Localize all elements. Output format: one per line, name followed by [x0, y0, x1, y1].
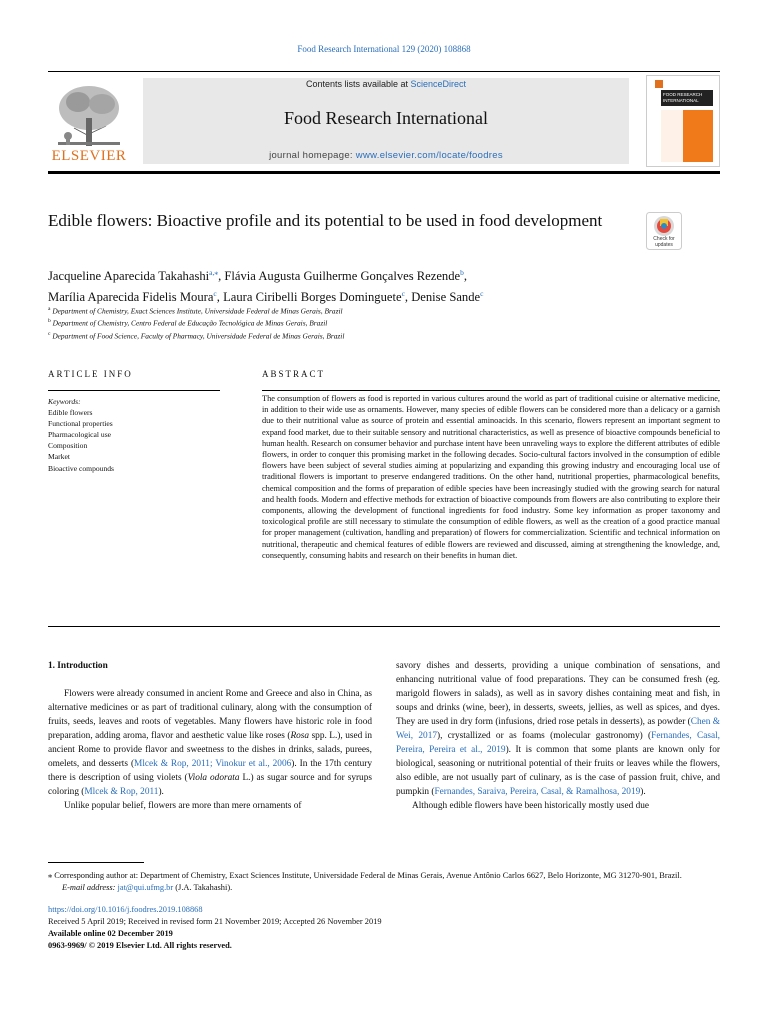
article-title: Edible flowers: Bioactive profile and its potential to be used in food development: [48, 211, 603, 230]
citation-link[interactable]: Fernandes, Casal, Pereira, Pereira et al., 2019: [396, 731, 720, 755]
text-run: spp. L.), used in ancient Rome to provide flavor and sweetness to the dishes in drinks, salads, purees, omelets, and desserts (: [48, 731, 373, 769]
homepage-link[interactable]: www.elsevier.com/locate/foodres: [355, 150, 503, 161]
affiliation-line: [48, 329, 688, 341]
author-name[interactable]: Denise Sande: [411, 290, 481, 305]
author-name[interactable]: Marília Aparecida Fidelis Moura: [48, 290, 214, 305]
citation-link[interactable]: Fernandes, Saraiva, Pereira, Casal, & Ramalhosa, 2019: [434, 787, 641, 797]
keyword-item: Composition: [48, 441, 88, 451]
abstract-text: The consumption of flowers as food is reported in various cultures around the world as part of traditional cuisine or alternative medicine, in addition to their wide use as ornaments. However, many species of edible flowers can be considered more than a delicacy or a garnish due to their nutritional value as source of protein and essential aminoacids. In this scenario, flowers represent an important segment to expand food market, due to their suitable sensory and nutritional characteristics, as well as presence of bioactive compounds beneficial to human health. Research on consumer behavior and purchase intent have been unraveling ways to explore the different attributes of edible flowers, in order to conquer this promising market in the following decades. Socio-cultural factors involved in the consumption of edible flowers have been subject of several studies aiming at popularizing and expanding this growing industry and encouraging local use of traditional flowers is important to preserve endangered traditions. On the other hand, nutritional properties, pharmacological benefits, chemical composition and the forms of preparation of edible species have been increasingly studied with the growing search for natural and health foods. Modern and effective methods for extraction of bioactive compounds from flowers are also contributing to explore their components, allowing the development of functional ingredients for food industry. Some key information as proper taxonomy and toxicological profile are still necessary to stimulate the consumption of edible flowers, as well as the creation of a good practice manual for proper management (cultivation, handling and preparation) of flowers for commercialization. Scientific and technical information on nutritional, therapeutic and chemical features of edible flowers are reviewed and discussed, aiming at strengthening the knowledge, and, consequently, consuming habits and research on their benefits in human diet.: [262, 394, 720, 560]
text-run: L.) as sugar source and for syrups coloring (: [48, 773, 372, 797]
email-link[interactable]: jat@qui.ufmg.br: [117, 883, 174, 892]
affiliation-mark: b: [48, 318, 51, 325]
affiliation-line: [48, 316, 688, 328]
author-name[interactable]: Jacqueline Aparecida Takahashi: [48, 269, 210, 284]
contents-prefix: Contents lists available at: [305, 79, 411, 89]
keyword-item: Functional properties: [48, 419, 113, 429]
keywords-block: [48, 396, 218, 474]
abstract-heading: ABSTRACT: [262, 369, 326, 379]
body-paragraph: Unlike popular belief, flowers are more than mere ornaments of: [64, 801, 302, 811]
affiliations: [48, 304, 688, 341]
copyright-line: 0963-9969/ © 2019 Elsevier Ltd. All rights reserved.: [48, 941, 232, 950]
body-right-column: [396, 659, 720, 813]
text-run: ).: [158, 787, 164, 797]
header-top-rule: [48, 71, 720, 72]
affiliation-text: Department of Chemistry, Exact Sciences Institute, Universidade Federal de Minas Gerais, Brazil: [52, 306, 343, 316]
publisher-name: ELSEVIER: [51, 148, 127, 164]
text-run: savory dishes and desserts, providing a unique combination of sensations, and enhancing nutritional value of food preparations. They can be consumed fresh (eg. marigold flowers in salads), as well as in savory dishes containing meat and fish, in soups and drinks (wine, beer), in desserts, sweets, jellies, as well as spices, and dyes. They are used in dry form (infusions, dried rose petals in desserts), as powder (: [396, 661, 720, 727]
author-affiliation-mark[interactable]: c: [213, 289, 217, 299]
email-label: E-mail address:: [62, 883, 118, 892]
affiliation-mark: a: [48, 306, 51, 312]
section-heading: 1. Introduction: [48, 661, 108, 671]
keyword-item: Pharmacological use: [48, 430, 112, 440]
affiliation-text: Department of Chemistry, Centro Federal de Educação Tecnológica de Minas Gerais, Brazil: [52, 318, 328, 328]
text-run: ), crystallized or as foams (molecular gastronomy) (: [437, 731, 652, 741]
homepage-prefix: journal homepage:: [269, 150, 356, 161]
cover-panel: [661, 110, 683, 162]
affiliation-mark: c: [48, 330, 51, 337]
text-run: ). In the 17th century there is description of using violets (: [48, 759, 372, 783]
text-run: ).: [640, 787, 646, 797]
species-name: Viola odorata: [187, 773, 240, 783]
citation-link[interactable]: Mlcek & Rop, 2011; Vinokur et al., 2006: [134, 759, 292, 769]
citation-link[interactable]: Chen & Wei, 2017: [396, 717, 720, 741]
cover-title-line: INTERNATIONAL: [663, 98, 699, 103]
affiliation-line: [48, 304, 688, 316]
corresponding-author-note: ⁎ Corresponding author at: Department of Chemistry, Exact Sciences Institute, Universidade Federal de Minas Gerais, Avenue Antônio Carlos 6627, Belo Horizonte, MG 31270-901, Brazil.: [48, 871, 682, 880]
received-dates: Received 5 April 2019; Received in revised form 21 November 2019; Accepted 26 November 2019: [48, 917, 382, 926]
abstract-rule: [262, 390, 720, 391]
author-list: Jacqueline Aparecida Takahashi$^{a,⁎}$, Flávia Augusta Guilherme Gonçalves Rezende$^b$, Marília Aparecida Fidelis Moura$^c$, Laura Ciribelli Borges Dominguete$^c$, Denise Sande$^c$: [48, 268, 484, 305]
cover-title-line: FOOD RESEARCH: [663, 92, 703, 97]
header-bottom-rule: [48, 171, 720, 174]
available-online: Available online 02 December 2019: [48, 929, 173, 938]
text-run: Flowers were already consumed in ancient Rome and Greece and also in China, as alternative medicines or as part of traditional culinary, along with the consumption of fruits, seeds, leaves and roots of vegetables. Many flowers have historic role in food preparation, adding aroma, flavor and aesthetic value like roses (: [48, 689, 372, 741]
footnote-rule: [48, 862, 144, 863]
keywords-label: Keywords:: [48, 397, 81, 406]
doi-link[interactable]: https://doi.org/10.1016/j.foodres.2019.108868: [48, 905, 203, 914]
footer: [48, 870, 720, 952]
journal-title: Food Research International: [284, 108, 488, 128]
sciencedirect-link[interactable]: ScienceDirect: [410, 79, 467, 89]
journal-cover-thumbnail[interactable]: [646, 75, 720, 167]
contents-availability: [143, 79, 629, 89]
author-name[interactable]: Laura Ciribelli Borges Dominguete: [223, 290, 402, 305]
cover-title-band: [661, 90, 713, 106]
species-name: Rosa: [290, 731, 310, 741]
email-suffix: (J.A. Takahashi).: [173, 883, 233, 892]
author-affiliation-mark[interactable]: a,⁎: [209, 268, 219, 277]
journal-reference-link[interactable]: Food Research International 129 (2020) 108868: [297, 44, 471, 54]
author-affiliation-mark[interactable]: b: [460, 268, 464, 277]
author-affiliation-mark[interactable]: c: [401, 289, 405, 299]
citation-link[interactable]: Mlcek & Rop, 2011: [84, 787, 159, 797]
author-affiliation-mark[interactable]: c: [480, 289, 484, 299]
keyword-item: Market: [48, 452, 70, 462]
email-line: [48, 882, 720, 894]
article-info-rule: [48, 390, 220, 391]
body-paragraph: Although edible flowers have been historically mostly used due: [412, 801, 650, 811]
journal-homepage: [143, 150, 629, 161]
abstract-bottom-rule: [48, 626, 720, 627]
body-paragraph: [396, 659, 720, 799]
affiliation-text: Department of Food Science, Faculty of Pharmacy, Universidade Federal de Minas Gerais, Brazil: [52, 331, 345, 341]
article-info-heading: ARTICLE INFO: [48, 369, 133, 379]
author-name[interactable]: Flávia Augusta Guilherme Gonçalves Rezende: [224, 269, 461, 284]
keyword-item: Bioactive compounds: [48, 463, 115, 473]
crossmark-label: Check for updates: [653, 236, 675, 248]
body-left-column: [48, 659, 372, 813]
keyword-item: Edible flowers: [48, 408, 93, 418]
cover-logo-mark: [655, 80, 663, 88]
text-run: ). It is common that some plants are known only for biological, seasoning or nutritional potential of their fruits or leaves while the flowers, also edible, are not usually part of culinary, as is the case of passion fruit, chive, and pumpkin (: [396, 745, 720, 797]
body-paragraph: [48, 687, 372, 799]
